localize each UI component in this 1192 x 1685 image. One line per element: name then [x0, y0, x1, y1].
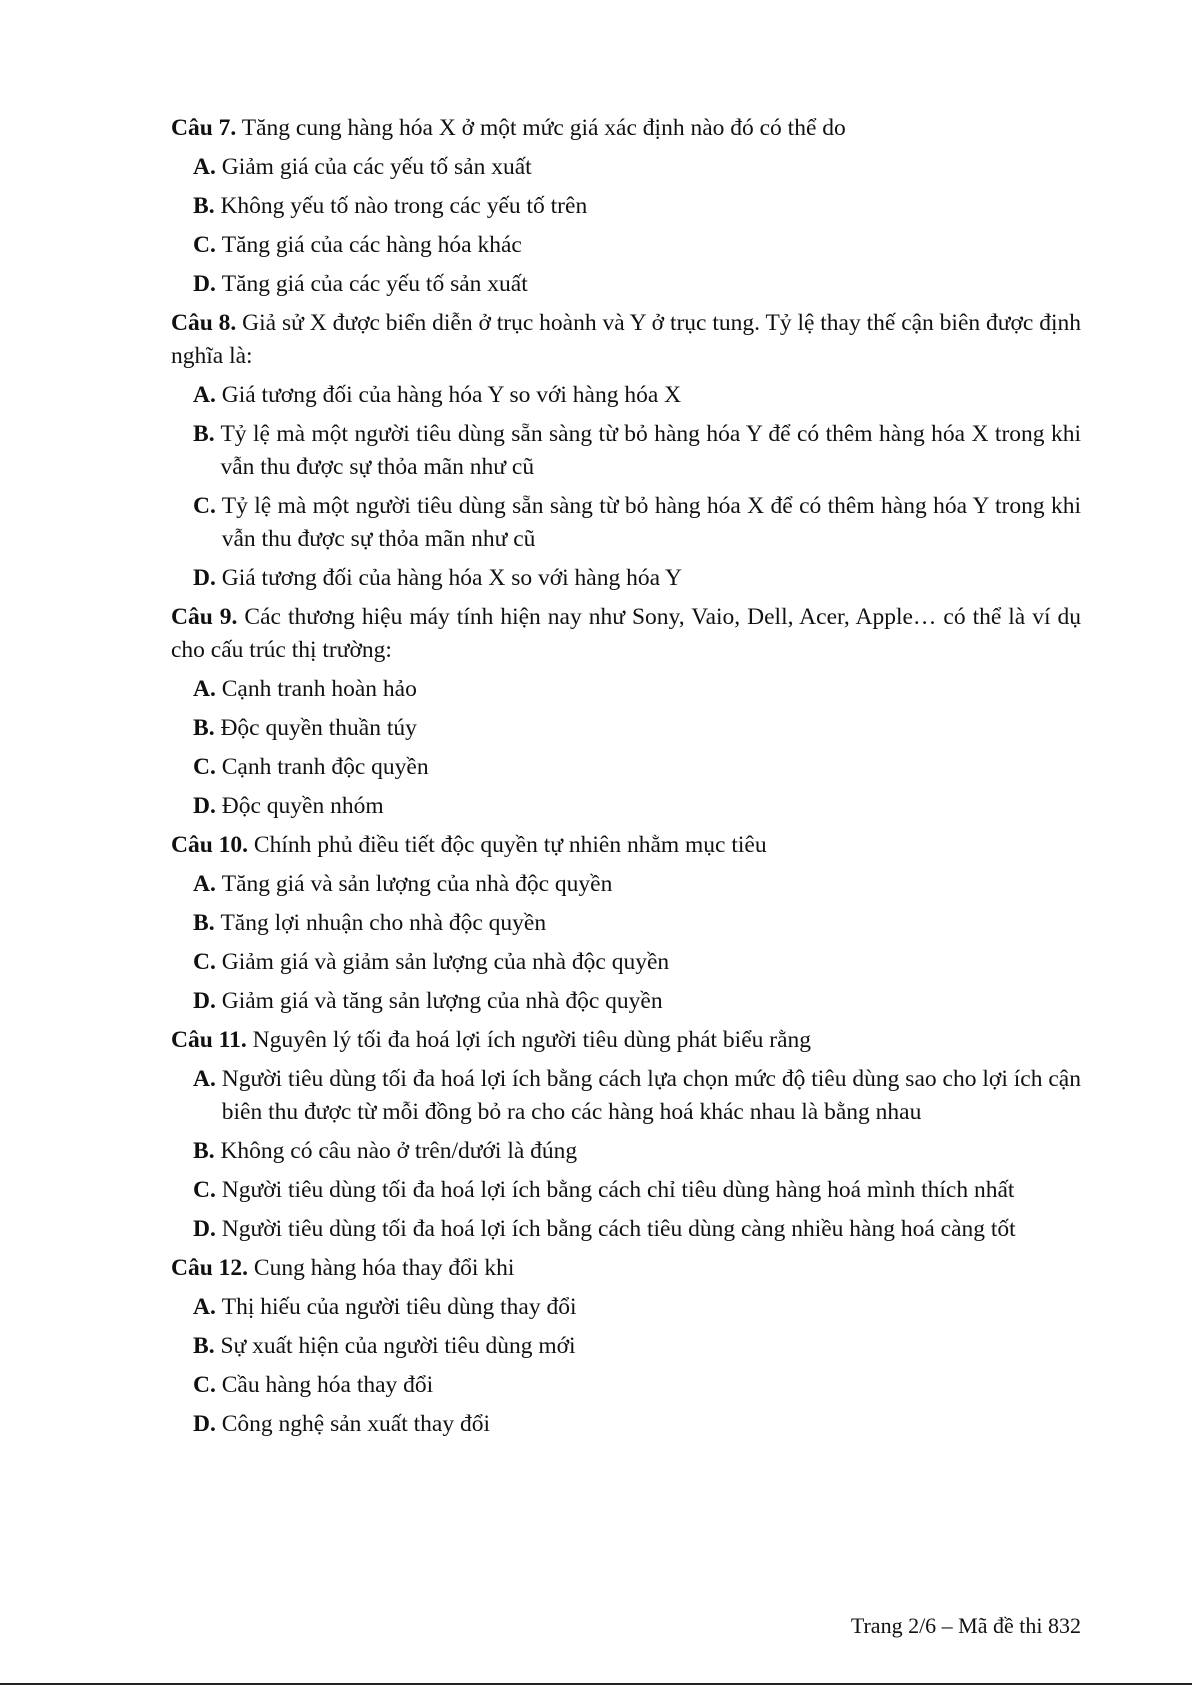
question-text: Chính phủ điều tiết độc quyền tự nhiên nhằm mục tiêu — [248, 832, 767, 858]
option-letter: C. — [193, 1177, 222, 1203]
option-letter: D. — [193, 565, 222, 591]
question-block — [171, 601, 1081, 823]
option-letter: B. — [193, 910, 221, 936]
option-letter-text: B — [193, 421, 209, 447]
option-letter: C. — [193, 754, 222, 780]
answer-option-d — [193, 790, 1081, 823]
option-text: Giá tương đối của hàng hóa Y so với hàng hóa X — [221, 382, 682, 408]
option-letter: B. — [193, 421, 221, 447]
option-text: Không yếu tố nào trong các yếu tố trên — [220, 193, 588, 219]
question-number: Câu 11. — [171, 1027, 247, 1053]
answer-option-a — [193, 151, 1081, 184]
option-letter-text: A — [193, 871, 210, 897]
answer-option-b — [193, 190, 1081, 223]
question-number: Câu 10. — [171, 832, 249, 858]
answer-option-a — [193, 1063, 1081, 1129]
option-letter-text: A — [193, 382, 210, 408]
option-letter-text: D — [193, 793, 210, 819]
option-letter-text: B — [193, 1333, 209, 1359]
question-block — [171, 1252, 1081, 1441]
option-text: Tăng giá của các hàng hóa khác — [221, 232, 522, 258]
question-stem — [171, 307, 1081, 373]
question-stem — [171, 601, 1081, 667]
option-text: Tăng lợi nhuận cho nhà độc quyền — [220, 910, 547, 936]
answer-option-b — [193, 418, 1081, 484]
answer-option-c — [193, 229, 1081, 262]
option-letter-text: C — [193, 1372, 210, 1398]
answer-option-c — [193, 751, 1081, 784]
answer-option-b — [193, 1330, 1081, 1363]
option-letter-text: B — [193, 910, 209, 936]
answer-option-a — [193, 1291, 1081, 1324]
option-letter-text: D — [193, 271, 210, 297]
question-block — [171, 307, 1081, 595]
question-stem — [171, 112, 1081, 145]
question-block — [171, 112, 1081, 301]
option-letter: A. — [193, 871, 222, 897]
option-letter: C. — [193, 949, 222, 975]
answer-option-a — [193, 379, 1081, 412]
option-letter-text: B — [193, 715, 209, 741]
option-letter: B. — [193, 1333, 221, 1359]
option-letter: C. — [193, 232, 222, 258]
page-footer: Trang 2/6 – Mã đề thi 832 — [850, 1613, 1081, 1638]
answer-option-c — [193, 490, 1081, 556]
option-text: Tỷ lệ mà một người tiêu dùng sẵn sàng từ bỏ hàng hóa X để có thêm hàng hóa Y trong khi vẫn thu được sự thỏa mãn như cũ — [221, 493, 1081, 552]
question-text: Cung hàng hóa thay đổi khi — [248, 1255, 515, 1281]
answer-option-b — [193, 712, 1081, 745]
option-text: Người tiêu dùng tối đa hoá lợi ích bằng cách tiêu dùng càng nhiều hàng hoá càng tốt — [221, 1216, 1016, 1242]
answer-option-d — [193, 268, 1081, 301]
option-letter: B. — [193, 1138, 221, 1164]
option-text: Thị hiếu của người tiêu dùng thay đổi — [221, 1294, 577, 1320]
answer-option-d — [193, 985, 1081, 1018]
option-text: Độc quyền nhóm — [221, 793, 384, 819]
option-text: Giảm giá của các yếu tố sản xuất — [221, 154, 532, 180]
option-text: Tăng giá và sản lượng của nhà độc quyền — [221, 871, 613, 897]
answer-option-b — [193, 907, 1081, 940]
option-letter: D. — [193, 1216, 222, 1242]
answer-option-d — [193, 562, 1081, 595]
option-letter-text: B — [193, 1138, 209, 1164]
option-letter: D. — [193, 988, 222, 1014]
question-list — [171, 112, 1081, 1447]
answer-option-c — [193, 1369, 1081, 1402]
option-letter-text: C — [193, 754, 210, 780]
question-text: Các thương hiệu máy tính hiện nay như Sony, Vaio, Dell, Acer, Apple… có thể là ví dụ cho cấu trúc thị trường: — [171, 604, 1082, 663]
question-block — [171, 829, 1081, 1018]
question-number: Câu 7. — [171, 115, 237, 141]
answer-option-b — [193, 1135, 1081, 1168]
option-letter-text: D — [193, 988, 210, 1014]
option-letter: B. — [193, 193, 221, 219]
question-text: Tăng cung hàng hóa X ở một mức giá xác định nào đó có thể do — [236, 115, 846, 141]
answer-option-a — [193, 868, 1081, 901]
option-letter: A. — [193, 1294, 222, 1320]
option-letter: D. — [193, 793, 222, 819]
option-letter-text: C — [193, 232, 210, 258]
option-text: Giá tương đối của hàng hóa X so với hàng hóa Y — [221, 565, 683, 591]
option-text: Không có câu nào ở trên/dưới là đúng — [220, 1138, 578, 1164]
answer-option-c — [193, 946, 1081, 979]
answer-option-c — [193, 1174, 1081, 1207]
question-number: Câu 12. — [171, 1255, 249, 1281]
option-text: Công nghệ sản xuất thay đổi — [221, 1411, 490, 1437]
option-letter-text: A — [193, 154, 210, 180]
option-letter-text: C — [193, 493, 210, 519]
option-text: Độc quyền thuần túy — [220, 715, 417, 741]
question-text: Nguyên lý tối đa hoá lợi ích người tiêu dùng phát biểu rằng — [246, 1027, 812, 1053]
option-letter-text: A — [193, 1066, 210, 1092]
option-letter: C. — [193, 1372, 222, 1398]
question-text: Giả sử X được biển diễn ở trục hoành và Y ở trục tung. Tỷ lệ thay thế cận biên được định nghĩa là: — [171, 310, 1082, 369]
option-text: Tăng giá của các yếu tố sản xuất — [221, 271, 528, 297]
option-text: Cầu hàng hóa thay đổi — [221, 1372, 434, 1398]
option-letter: A. — [193, 1066, 222, 1092]
option-letter-text: C — [193, 949, 210, 975]
option-text: Sự xuất hiện của người tiêu dùng mới — [220, 1333, 576, 1359]
question-block — [171, 1024, 1081, 1246]
option-letter-text: D — [193, 1216, 210, 1242]
option-letter: D. — [193, 1411, 222, 1437]
option-letter: B. — [193, 715, 221, 741]
option-text: Giảm giá và giảm sản lượng của nhà độc quyền — [221, 949, 670, 975]
option-text: Tỷ lệ mà một người tiêu dùng sẵn sàng từ bỏ hàng hóa Y để có thêm hàng hóa X trong khi vẫn thu được sự thỏa mãn như cũ — [220, 421, 1081, 480]
answer-option-d — [193, 1408, 1081, 1441]
option-text: Người tiêu dùng tối đa hoá lợi ích bằng cách chỉ tiêu dùng hàng hoá mình thích nhất — [221, 1177, 1015, 1203]
option-letter-text: D — [193, 565, 210, 591]
option-letter-text: C — [193, 1177, 210, 1203]
option-text: Cạnh tranh độc quyền — [221, 754, 429, 780]
question-stem — [171, 829, 1081, 862]
option-letter: A. — [193, 382, 222, 408]
question-stem — [171, 1024, 1081, 1057]
option-text: Người tiêu dùng tối đa hoá lợi ích bằng cách lựa chọn mức độ tiêu dùng sao cho lợi ích cận biên thu được từ mỗi đồng bỏ ra cho các hàng hoá khác nhau là bằng nhau — [221, 1066, 1081, 1125]
option-letter-text: D — [193, 1411, 210, 1437]
option-letter: A. — [193, 154, 222, 180]
option-letter-text: B — [193, 193, 209, 219]
option-text: Giảm giá và tăng sản lượng của nhà độc quyền — [221, 988, 663, 1014]
question-stem — [171, 1252, 1081, 1285]
question-number: Câu 9. — [171, 604, 238, 630]
option-text: Cạnh tranh hoàn hảo — [221, 676, 417, 702]
option-letter: D. — [193, 271, 222, 297]
option-letter: A. — [193, 676, 222, 702]
option-letter-text: A — [193, 1294, 210, 1320]
answer-option-d — [193, 1213, 1081, 1246]
answer-option-a — [193, 673, 1081, 706]
option-letter: C. — [193, 493, 222, 519]
question-number: Câu 8. — [171, 310, 237, 336]
option-letter-text: A — [193, 676, 210, 702]
